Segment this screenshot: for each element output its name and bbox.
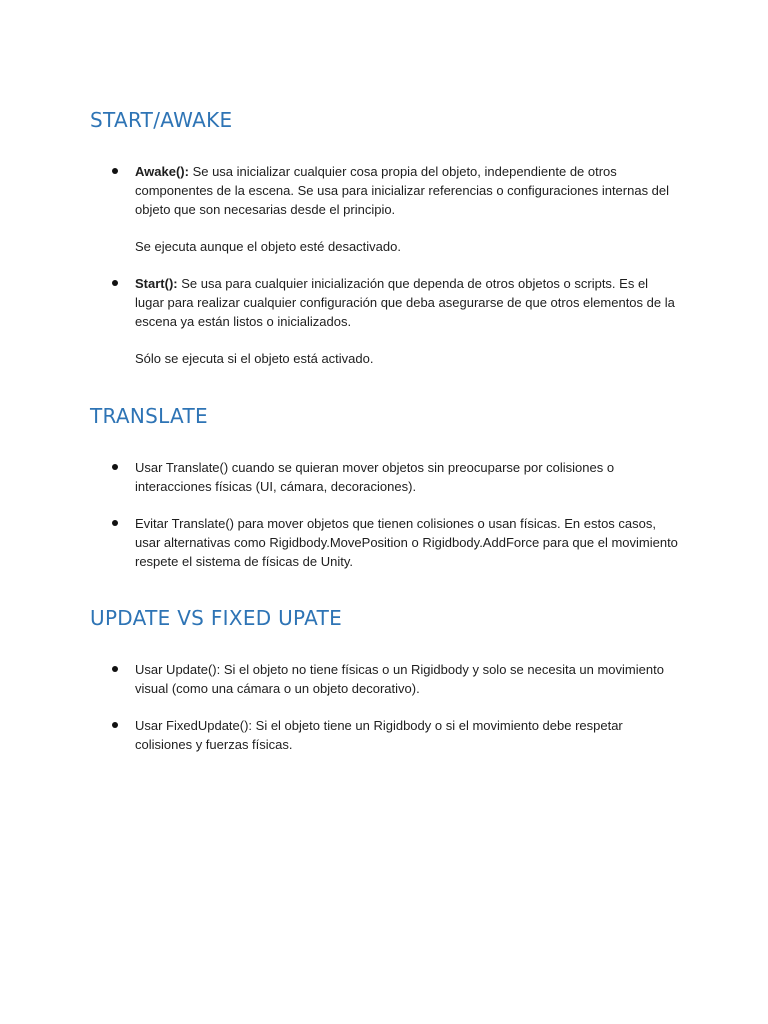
section-heading-translate: TRANSLATE bbox=[90, 404, 208, 428]
list-item bbox=[0, 514, 768, 571]
bullet-icon bbox=[112, 168, 118, 174]
bullet-list-start-awake bbox=[0, 162, 768, 368]
bullet-list-translate bbox=[0, 458, 768, 571]
list-item bbox=[0, 716, 768, 754]
term-awake: Awake(): bbox=[135, 164, 189, 179]
item-note: Sólo se ejecuta si el objeto está activado. bbox=[135, 351, 374, 366]
item-text: Usar Update(): Si el objeto no tiene físicas o un Rigidbody y solo se necesita un movimiento visual (como una cámara o un objeto decorativo). bbox=[135, 662, 664, 696]
list-item bbox=[0, 660, 768, 698]
bullet-icon bbox=[112, 464, 118, 470]
bullet-icon bbox=[112, 666, 118, 672]
item-text: Evitar Translate() para mover objetos que tienen colisiones o usan físicas. En estos casos, usar alternativas como Rigidbody.MovePosition o Rigidbody.AddForce para que el movimiento respete el sistema de físicas de Unity. bbox=[135, 516, 678, 569]
term-start: Start(): bbox=[135, 276, 178, 291]
bullet-icon bbox=[112, 520, 118, 526]
item-text: Se usa inicializar cualquier cosa propia del objeto, independiente de otros componentes de la escena. Se usa para inicializar referencias o configuraciones internas del objeto que son necesarias desde el principio. bbox=[135, 164, 670, 217]
list-item-awake bbox=[0, 162, 768, 256]
item-text: Usar FixedUpdate(): Si el objeto tiene un Rigidbody o si el movimiento debe respetar colisiones y fuerzas físicas. bbox=[135, 718, 623, 752]
bullet-icon bbox=[112, 722, 118, 728]
item-note: Se ejecuta aunque el objeto esté desactivado. bbox=[135, 239, 401, 254]
section-heading-start-awake: START/AWAKE bbox=[90, 108, 233, 132]
item-text: Usar Translate() cuando se quieran mover objetos sin preocuparse por colisiones o interacciones físicas (UI, cámara, decoraciones). bbox=[135, 460, 615, 494]
bullet-icon bbox=[112, 280, 118, 286]
section-heading-update-vs-fixed-update: UPDATE VS FIXED UPATE bbox=[90, 606, 343, 630]
item-text: Se usa para cualquier inicialización que dependa de otros objetos o scripts. Es el lugar para realizar cualquier configuración que deba asegurarse de que otros elementos de la escena ya están listos o inicializados. bbox=[135, 276, 675, 329]
list-item bbox=[0, 458, 768, 496]
list-item-start bbox=[0, 274, 768, 368]
bullet-list-update bbox=[0, 660, 768, 754]
